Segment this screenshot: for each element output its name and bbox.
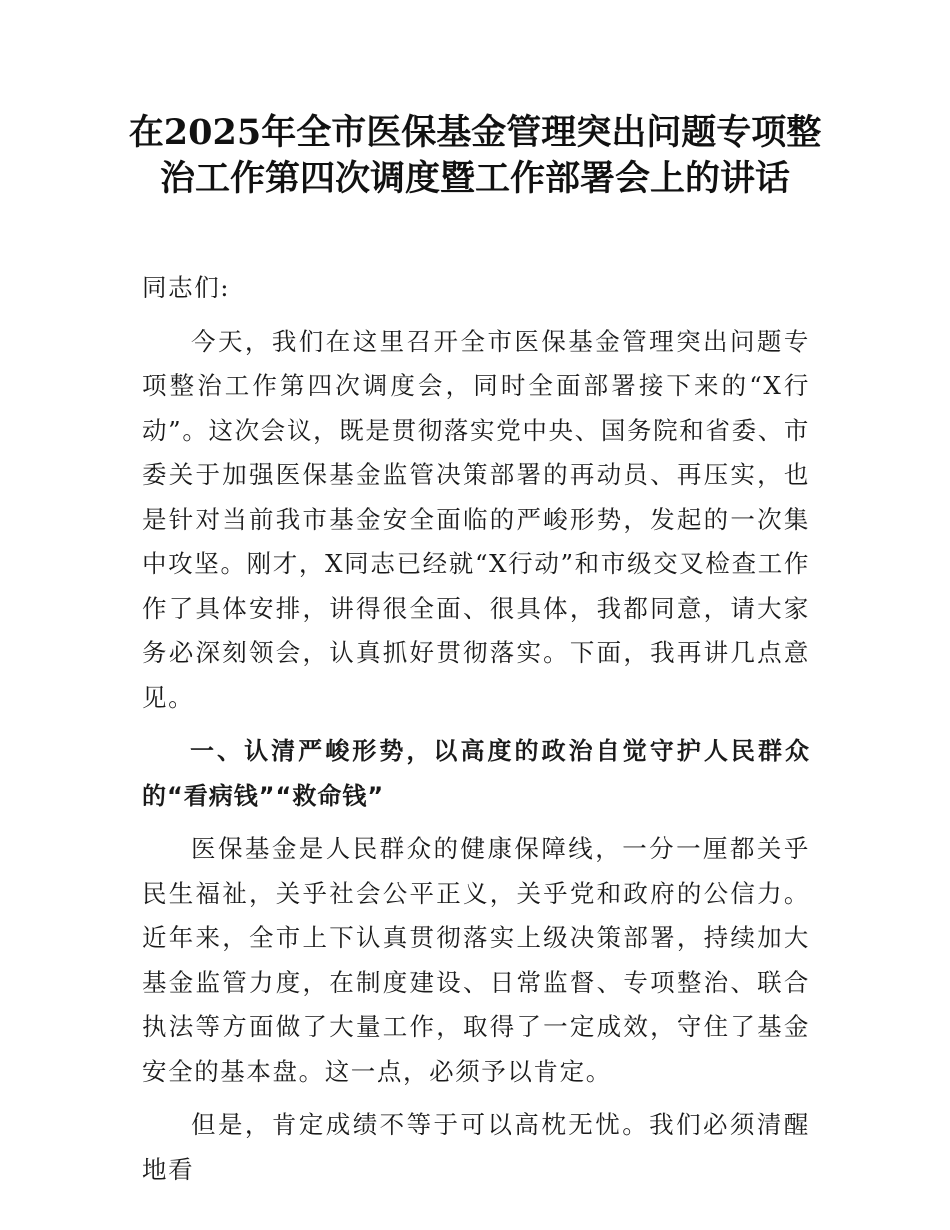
salutation: 同志们:	[142, 273, 231, 302]
section-1-paragraph-2: 但是，肯定成绩不等于可以高枕无忧。我们必须清醒地看	[142, 1110, 810, 1184]
opening-paragraph: 今天，我们在这里召开全市医保基金管理突出问题专项整治工作第四次调度会，同时全面部署接下来的“X行动”。这次会议，既是贯彻落实党中央、国务院和省委、市委关于加强医保基金监管决策部署的再动员、再压实，也是针对当前我市基金安全面临的严峻形势，发起的一次集中攻坚。刚才，X同志已经就“X行动”和市级交叉检查工作作了具体安排，讲得很全面、很具体，我都同意，请大家务必深刻领会，认真抓好贯彻落实。下面，我再讲几点意见。	[142, 326, 810, 712]
section-1-paragraph-1: 医保基金是人民群众的健康保障线，一分一厘都关乎民生福祉，关乎社会公平正义，关乎党和政府的公信力。近年来，全市上下认真贯彻落实上级决策部署，持续加大基金监管力度，在制度建设、日常监督、专项整治、联合执法等方面做了大量工作，取得了一定成效，守住了基金安全的基本盘。这一点，必须予以肯定。	[142, 834, 810, 1086]
document-body	[142, 266, 810, 1201]
section-heading-1: 一、认清严峻形势，以高度的政治自觉守护人民群众的“看病钱”“救命钱”	[142, 737, 810, 810]
document-title	[120, 110, 830, 202]
title-line-1: 在2025年全市医保基金管理突出问题专项整	[128, 112, 822, 153]
title-line-2: 治工作第四次调度暨工作部署会上的讲话	[159, 158, 790, 199]
